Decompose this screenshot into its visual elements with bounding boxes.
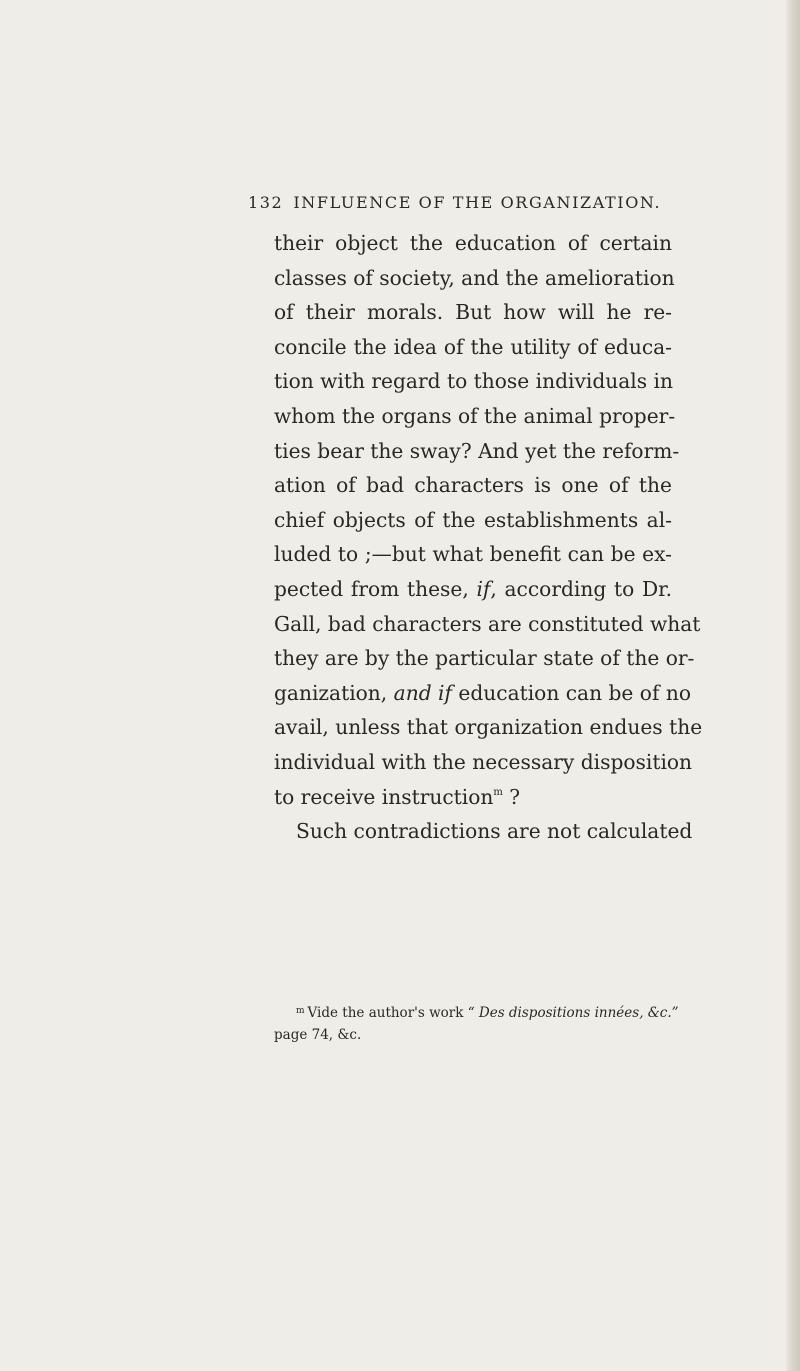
running-title: INFLUENCE OF THE ORGANIZATION. — [293, 193, 662, 212]
text-segment: pected from these, — [274, 576, 469, 601]
body-text — [274, 226, 703, 849]
footnote-text: Vide the author's work — [307, 1005, 464, 1021]
footnote-line — [274, 1000, 679, 1024]
text-line — [274, 572, 672, 607]
text-line: ation of bad characters is one of the — [274, 473, 672, 498]
text-line: avail, unless that organization endues the — [274, 715, 703, 740]
text-segment: , according to Dr. — [490, 576, 672, 601]
text-line: chief objects of the establishments al- — [274, 507, 672, 532]
text-line — [274, 676, 691, 711]
footnote-line: page 74, &c. — [274, 1027, 362, 1043]
page-edge — [786, 0, 800, 1371]
text-line: individual with the necessary disposition — [274, 749, 693, 774]
footnote-reference: m — [493, 786, 503, 798]
text-line: concile the idea of the utility of educa- — [274, 334, 672, 359]
text-line — [274, 780, 672, 815]
text-line: of their morals. But how will he re- — [274, 300, 672, 325]
footnote — [274, 1000, 679, 1046]
text-line: ties bear the sway? And yet the reform- — [274, 438, 680, 463]
text-line: whom the organs of the animal proper- — [274, 403, 676, 428]
text-line: their object the education of certain — [274, 231, 672, 255]
footnote-title: “ Des dispositions innées, &c.” — [467, 1005, 679, 1021]
text-segment: ganization, — [274, 680, 388, 705]
page-number: 132 — [248, 193, 284, 212]
text-line: tion with regard to those individuals in — [274, 369, 673, 394]
text-line: classes of society, and the amelioration — [274, 265, 675, 290]
italic-word: if — [476, 576, 491, 601]
text-segment: education can be of no — [458, 680, 691, 705]
text-segment: to receive instruction — [274, 784, 494, 809]
text-line: luded to ;—but what benefit can be ex- — [274, 542, 672, 567]
running-header — [248, 193, 661, 212]
text-line: Such contradictions are not calculated — [296, 819, 693, 844]
footnote-marker: m — [296, 1006, 305, 1016]
italic-words: and if — [393, 680, 452, 705]
text-line: they are by the particular state of the or- — [274, 646, 695, 671]
text-line: Gall, bad characters are constituted what — [274, 611, 701, 636]
text-segment: ? — [509, 784, 521, 809]
